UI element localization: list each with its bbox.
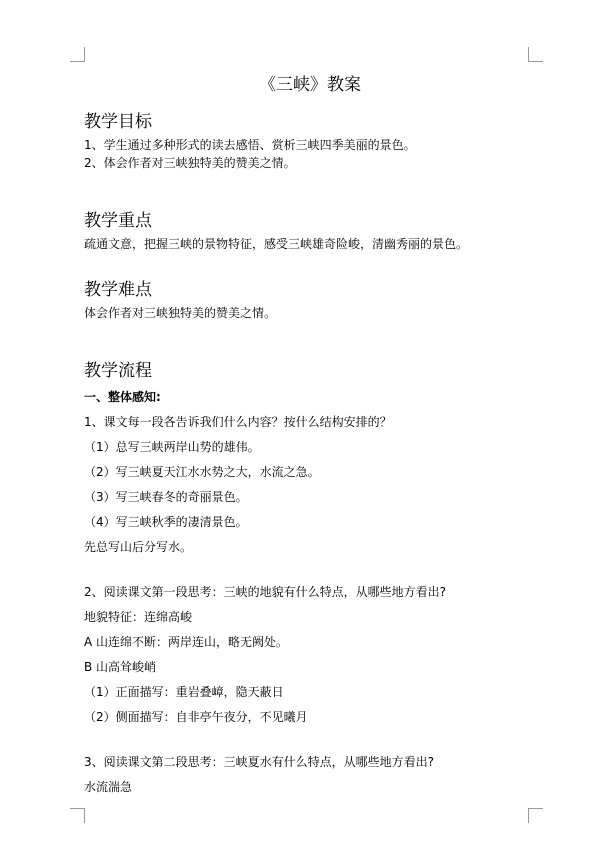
process-line: B 山高耸峻峭 — [84, 660, 157, 674]
process-line: （1）正面描写：重岩叠嶂，隐天蔽日 — [84, 685, 284, 699]
process-line: 先总写山后分写水。 — [84, 540, 193, 554]
process-line: 水流湍急 — [84, 780, 133, 794]
goal-line-2: 2、体会作者对三峡独特美的赞美之情。 — [84, 156, 296, 170]
process-line: 2、阅读课文第一段思考：三峡的地貌有什么特点，从哪些地方看出? — [84, 585, 447, 599]
process-subheading: 一、整体感知: — [84, 390, 161, 404]
process-line: （2）侧面描写：自非亭午夜分，不见曦月 — [84, 710, 308, 724]
goal-line-1: 1、学生通过多种形式的读去感悟、赏析三峡四季美丽的景色。 — [84, 138, 416, 152]
document-title: 《三峡》教案 — [259, 75, 361, 95]
crop-mark-top-left — [70, 47, 85, 62]
crop-mark-top-right — [528, 47, 543, 62]
heading-key-points: 教学重点 — [84, 211, 152, 231]
crop-mark-bottom-right — [528, 808, 543, 823]
heading-difficulties: 教学难点 — [84, 280, 152, 300]
process-line: 1、课文每一段各告诉我们什么内容？按什么结构安排的？ — [84, 415, 392, 429]
process-line: 地貌特征：连绵高峻 — [84, 610, 193, 624]
document-page — [84, 70, 528, 800]
heading-teaching-goals: 教学目标 — [84, 112, 152, 132]
process-line: （1）总写三峡两岸山势的雄伟。 — [84, 440, 260, 454]
process-line: A 山连绵不断：两岸连山，略无阙处。 — [84, 635, 289, 649]
key-point-line-1: 疏通文意，把握三峡的景物特征，感受三峡雄奇险峻，清幽秀丽的景色。 — [84, 237, 469, 251]
process-line: 3、阅读课文第二段思考：三峡夏水有什么特点，从哪些地方看出? — [84, 755, 435, 769]
crop-mark-bottom-left — [70, 808, 85, 823]
process-line: （4）写三峡秋季的凄清景色。 — [84, 515, 248, 529]
heading-process: 教学流程 — [84, 361, 152, 381]
difficulty-line-1: 体会作者对三峡独特美的赞美之情。 — [84, 306, 277, 320]
process-line: （2）写三峡夏天江水水势之大，水流之急。 — [84, 465, 320, 479]
process-line: （3）写三峡春冬的奇丽景色。 — [84, 490, 248, 504]
